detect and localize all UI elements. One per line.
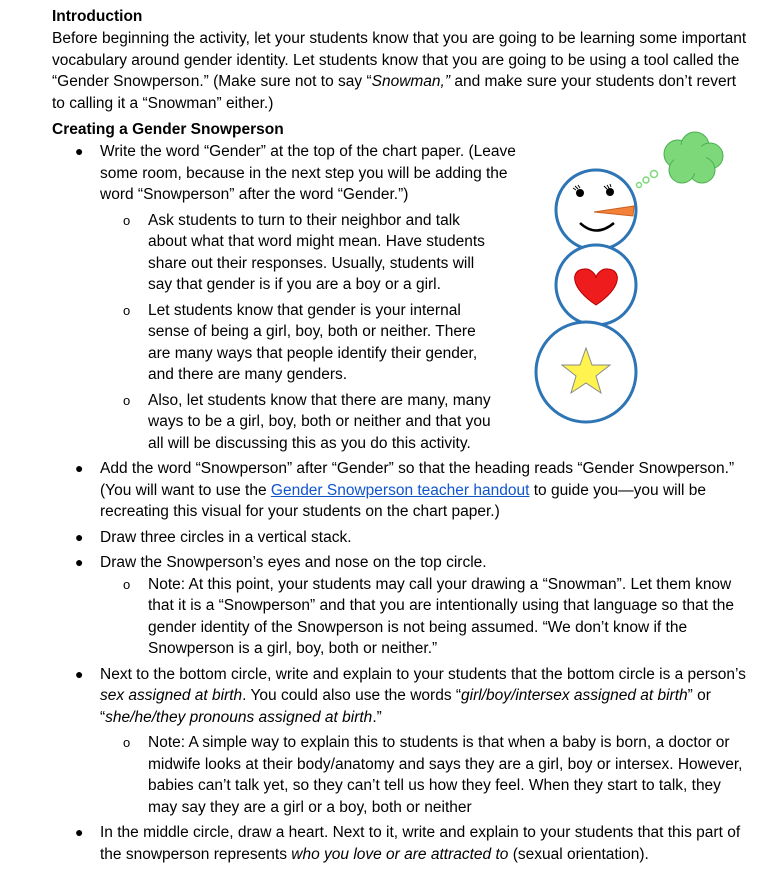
sub-bullet-circle-icon: o (123, 392, 131, 408)
sub-bullet-circle-icon: o (123, 302, 131, 318)
bullet-dot-icon: ● (75, 460, 84, 476)
bullet-dot-icon: ● (75, 143, 84, 159)
intro-paragraph: Before beginning the activity, let your students know that you are going to be learning some important vocabulary around gender identity. Let students know that you are going to be using a tool called the “Gender Snowperson.” (Make sure not to say “Snowman,” and make sure your students don’t revert to calling it a “Snowman” either.) (52, 30, 747, 112)
bullet-middle-circle: ● In the middle circle, draw a heart. Next to it, write and explain to your students that this part of the snowperson represents who you love or are attracted to (sexual orientation). (75, 824, 741, 863)
thought-cloud-icon (664, 132, 723, 183)
bullet-add-snowperson: ● Add the word “Snowperson” after “Gender” so that the heading reads “Gender Snowperson.” (You will want to use the Gender Snowperson teacher handout to guide you—you will be recreating this visual for your students on the chart paper.) (75, 460, 735, 520)
sub-bullet-ask-students: o Ask students to turn to their neighbor and talk about what that word might mean. Have students share out their responses. Usually, students will say that gender is if you are a boy or a girl. (123, 211, 485, 293)
sub-bullet-internal-sense: o Let students know that gender is your internal sense of being a girl, boy, both or neither. There are many ways that people identify their gender, and there are many genders. (123, 301, 478, 383)
thought-bubble-mid (643, 177, 649, 183)
bullet-dot-icon: ● (75, 824, 84, 840)
bullet-bottom-circle: ● Next to the bottom circle, write and explain to your students that the bottom circle is a person’s sex assigned at birth. You could also use the words “girl/boy/intersex assigned at birth” or “she/he/they pronouns assigned at birth.” (75, 665, 746, 726)
bullet-dot-icon: ● (75, 665, 84, 682)
bullet-write-gender: ● Write the word “Gender” at the top of the chart paper. (Leave some room, because in the next step you will be adding the word “Snowperson” after the word “Gender.”) (75, 143, 516, 203)
creating-heading: Creating a Gender Snowperson (52, 121, 284, 138)
teacher-handout-link[interactable]: Gender Snowperson teacher handout (270, 481, 530, 499)
bullet-draw-eyes-nose: ● Draw the Snowperson’s eyes and nose on the top circle. (52, 552, 752, 574)
bullet-dot-icon: ● (75, 528, 84, 545)
sub-bullet-circle-icon: o (123, 576, 131, 592)
snowperson-illustration (530, 130, 730, 430)
thought-bubble-large (651, 171, 658, 178)
bullet-draw-circles: ● Draw three circles in a vertical stack. (52, 527, 752, 549)
sub-bullet-circle-icon: o (123, 212, 131, 228)
sub-bullet-circle-icon: o (123, 735, 131, 750)
sub-bullet-baby-note: o Note: A simple way to explain this to students is that when a baby is born, a doctor or midwife looks at their body/anatomy and says they are a girl, boy or intersex. However, babies can’t talk yet, so they can’t tell us how they feel. When they start to talk, they may say they are a girl or a boy, both or neither (123, 734, 743, 816)
sub-bullet-many-ways: o Also, let students know that there are many, many ways to be a girl, boy, both or neither and that you all will be discussing this as you do this activity. (123, 391, 491, 452)
thought-bubble-small (637, 183, 642, 188)
sub-bullet-snowman-note: o Note: At this point, your students may call your drawing a “Snowman”. Let them know that it is a “Snowperson” and that you are intentionally using that language so that the gender identity of the Snowperson is not being assumed. “We don’t know if the Snowperson is a girl, boy, both or neither.” (123, 575, 734, 657)
intro-heading: Introduction (52, 8, 143, 25)
bullet-dot-icon: ● (75, 554, 84, 570)
